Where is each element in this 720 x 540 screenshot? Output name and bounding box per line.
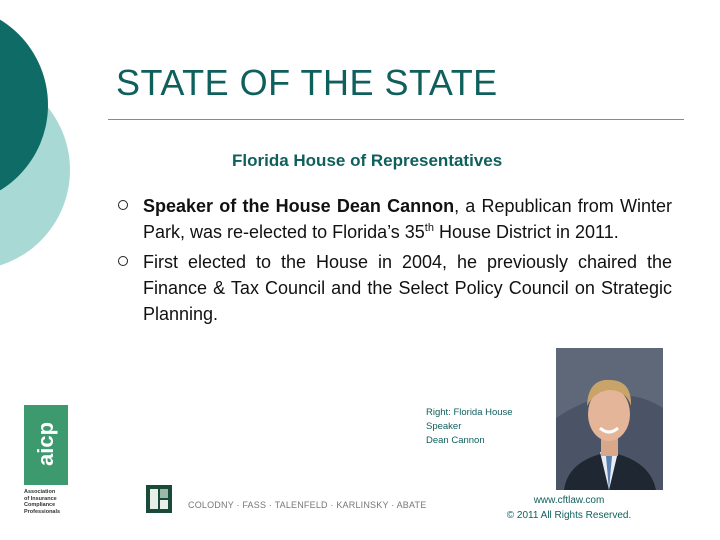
aicp-logo-subtitle <box>24 489 74 515</box>
aicp-logo-text: aicp <box>33 421 58 467</box>
slide-title: STATE OF THE STATE <box>116 62 498 103</box>
aicp-logo <box>24 405 74 529</box>
firm-logo <box>146 485 427 515</box>
caption-line: Right: Florida House <box>426 407 513 418</box>
firm-name: COLODNY · FASS · TALENFELD · KARLINSKY · ABATE <box>188 500 427 510</box>
slide-subtitle: Florida House of Representatives <box>232 151 503 170</box>
bullet-list <box>116 193 672 331</box>
speaker-name: Speaker of the House Dean Cannon <box>143 196 455 216</box>
bullet-item <box>116 193 672 245</box>
bullet-text: House District in 2011. <box>433 222 619 242</box>
hollow-circle-bullet-icon <box>118 256 128 266</box>
copyright-footer <box>496 493 642 523</box>
title-divider <box>108 119 684 120</box>
photo-caption <box>426 406 546 448</box>
bullet-text: First elected to the House in 2004, he previously chaired the Finance & Tax Council and the Select Policy Council on Strategic Planning. <box>143 252 672 324</box>
copyright-text: © 2011 All Rights Reserved. <box>506 510 632 521</box>
bullet-text: , a Republican from Winter Park, was re-elected to Florida’s 35 <box>143 196 672 242</box>
firm-logo-icon <box>146 485 172 513</box>
aicp-line: Professionals <box>24 508 61 515</box>
bullet-item <box>116 249 672 327</box>
speaker-portrait <box>556 348 663 490</box>
caption-line: Dean Cannon <box>426 435 485 446</box>
decorative-circles <box>0 0 110 300</box>
aicp-line: of Insurance <box>24 495 57 502</box>
aicp-logo-mark <box>24 405 68 485</box>
aicp-line: Association <box>24 489 56 495</box>
aicp-line: Compliance <box>24 502 56 508</box>
caption-line: Speaker <box>426 421 462 432</box>
ordinal-suffix: th <box>424 222 434 234</box>
website-link[interactable]: www.cftlaw.com <box>533 495 605 506</box>
hollow-circle-bullet-icon <box>118 200 128 210</box>
